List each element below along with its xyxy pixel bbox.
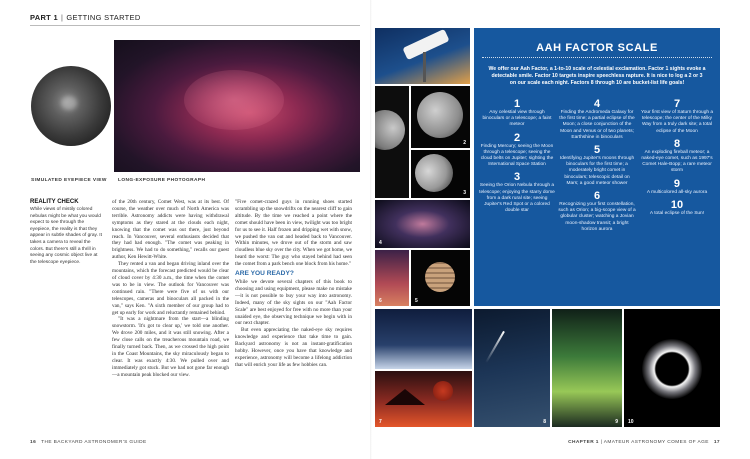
scale-item xyxy=(638,98,716,135)
eyepiece-view-photo xyxy=(28,40,112,172)
header-rule xyxy=(30,25,360,26)
nebula-long-exposure-photo xyxy=(114,40,360,172)
scale-grid xyxy=(478,98,716,236)
scale-number: 9 xyxy=(673,177,681,190)
telescope-tube xyxy=(402,29,449,60)
moon-crescent-photo xyxy=(375,86,409,198)
sidebar-heading: REALITY CHECK xyxy=(30,199,79,205)
chapter-title: AMATEUR ASTRONOMY COMES OF AGE xyxy=(603,440,709,445)
paragraph: "It was a nightmare from the start—a blinding snowstorm. 'It's got to clear up,' we told one another. We drove 200 miles, and it was still snowing. After a few close calls on the treacherous mountain road, we finally turned back. Then, as we crossed the high point in the Coast Mountains, the sky miraculously began to clear. It was exactly 4:30. We pulled over and immediately got stuck. But we had not gone far enough—a mountain peak blocked our view. xyxy=(112,316,229,378)
eclipse-corona xyxy=(642,339,702,399)
scale-text: Seeing the Orion Nebula through a telescope; enjoying the starry dome from a dark rural site; seeing Jupiter's Red Spot or a colored double star xyxy=(479,183,555,214)
page-spine xyxy=(370,0,372,459)
photo-caption: LONG-EXPOSURE PHOTOGRAPH xyxy=(118,178,206,183)
eyepiece-circle xyxy=(31,66,111,146)
lunar-eclipse-house-photo xyxy=(375,371,472,427)
scale-number: 4 xyxy=(593,98,601,110)
winter-city-photo xyxy=(375,309,472,369)
paragraph: "Five comet-crazed guys in running shoes started scrambling up the snowdrifts on the nearest cliff to gain altitude. By the time we reached a point where the comet should have been in view, twilight was too bright for us to see it. Half frozen and dripping wet with snow, we pushed the van out and headed back to Vancouver. Within minutes, we drove out of the storm and saw cloudless blue sky over the city. When we got home, we heard the worst: The guy who stayed behind had seen the comet from a park bench one block from his home." xyxy=(235,199,352,268)
body-column-1 xyxy=(112,199,229,379)
scale-number: 10 xyxy=(670,198,684,211)
scale-text: A total eclipse of the Sun! xyxy=(649,210,705,216)
section-label: GETTING STARTED xyxy=(66,13,141,22)
body-column-2 xyxy=(235,199,352,369)
panel-title: AAH FACTOR SCALE xyxy=(536,42,658,54)
tile-number: 10 xyxy=(628,419,634,425)
chapter-label: CHAPTER 1 xyxy=(568,440,599,445)
dotted-divider xyxy=(482,57,712,58)
scale-item xyxy=(558,190,636,233)
panel-intro: We offer our Aah Factor, a 1-to-10 scale of celestial exclamation. Factor 1 sights evoke a detectable smile. Factor 10 targets inspire speechless rapture. It is nice to log a 2 or 3 on our scale each night. Factors 8 through 10 are bucket-list life goals! xyxy=(488,66,706,86)
jupiter-photo xyxy=(411,250,470,306)
planet-shape xyxy=(425,262,455,292)
scale-number: 7 xyxy=(673,98,681,110)
moon-shape xyxy=(415,154,453,192)
scale-text: Finding the Andromeda Galaxy for the first time; a partial eclipse of the Moon; a close conjunction of the Moon and Venus or of two planets; Earthshine in binoculars xyxy=(559,110,635,140)
paragraph: of the 20th century, Comet West, was at its best. Of course, the weather over much of North America was terrible. Astronomy addicts were having withdrawal symptoms as they stared at the clouds each night, knowing that the comet was out there, just beyond reach. In Vancouver, several enthusiasts decided that they had had enough. "The comet was peaking in brightness. We had to do something," recalls our guest author, Ken Hewitt-White. xyxy=(112,199,229,261)
red-moon xyxy=(433,381,453,401)
scale-text: Identifying Jupiter's moons through binoculars for the first time; a moderately bright comet in binoculars; telescopic detail on Mars; a good meteor shower xyxy=(559,156,635,186)
header-separator: | xyxy=(60,13,64,22)
right-page-number: 17 xyxy=(713,440,720,445)
tile-number: 4 xyxy=(379,240,382,246)
tile-number: 5 xyxy=(415,298,418,304)
scale-number: 5 xyxy=(593,144,601,157)
sidebar-text: While views of mistily colored nebulas might be what you would expect to see through the eyepiece, the reality is that they appear in subtle shades of gray. It takes a camera to reveal the colors. But there's still a thrill in seeing any cosmic object live at the telescope eyepiece. xyxy=(30,207,102,265)
moon-photo-3 xyxy=(411,150,470,198)
running-header xyxy=(30,13,141,22)
right-footer: CHAPTER 1 | AMATEUR ASTRONOMY COMES OF AGE 17 xyxy=(568,440,720,445)
scale-item xyxy=(478,171,556,214)
tile-number: 6 xyxy=(379,298,382,304)
scale-number: 6 xyxy=(593,190,601,203)
scale-item xyxy=(558,98,636,141)
house-roof xyxy=(385,389,425,405)
scale-column-3 xyxy=(638,98,716,236)
paragraph: While we devote several chapters of this book to choosing and using equipment, please make no mistake—it is not possible to buy your way into astronomy. Indeed, many of the sky sights on our "Aah Factor Scale" are best enjoyed for free with no more than your unaided eye, the observing technique we begin with in our next chapter. xyxy=(235,278,352,327)
moon-photo-2 xyxy=(411,86,470,148)
aurora-photo xyxy=(552,309,622,427)
scale-number: 3 xyxy=(513,171,521,184)
left-page-number: 16 xyxy=(30,440,37,445)
book-title: THE BACKYARD ASTRONOMER'S GUIDE xyxy=(41,440,147,445)
aah-factor-panel xyxy=(474,28,720,306)
tile-number: 2 xyxy=(463,140,466,146)
tile-number: 8 xyxy=(543,419,546,425)
telescope-photo xyxy=(375,28,470,84)
scale-text: An exploding fireball meteor; a naked-eye comet, such as 1997's Comet Hale-Bopp; a rare meteor storm xyxy=(641,149,713,174)
part-label: PART 1 xyxy=(30,13,58,22)
scale-number: 2 xyxy=(513,131,521,144)
solar-eclipse-photo xyxy=(624,309,720,427)
scale-text: Your first view of Saturn through a telescope; the center of the Milky Way from a truly dark site; a total eclipse of the Moon xyxy=(640,110,714,134)
tile-number: 7 xyxy=(379,419,382,425)
scale-item xyxy=(650,199,704,217)
comet-photo xyxy=(474,309,550,427)
scale-column-2 xyxy=(558,98,636,236)
scale-item xyxy=(638,138,716,175)
scale-number: 1 xyxy=(513,98,521,110)
left-footer xyxy=(30,440,147,445)
scale-text: Any celestial view through binoculars or a telescope; a faint meteor xyxy=(482,110,552,128)
tripod-leg xyxy=(423,52,426,82)
comet-tail xyxy=(485,331,505,363)
scale-column-1 xyxy=(478,98,556,236)
scale-number: 8 xyxy=(673,137,681,150)
scale-text: A multicolored all-sky aurora xyxy=(646,189,708,195)
scale-item xyxy=(647,178,707,196)
moon-shape xyxy=(375,110,405,150)
moon-shape xyxy=(417,92,463,138)
scale-text: Recognizing your first constellation, such as Orion; a big-scope view of a globular cluster; watching a Jovian moon-shadow transit; a bright horizon aurora xyxy=(558,202,636,232)
tile-number: 3 xyxy=(463,190,466,196)
paragraph: They rented a van and began driving inland over the mountains, which the forecast predicted would be clear of cloud cover by 4:30 a.m., the time when the comet was to be in view. The outlook for Vancouver was continued rain. "There were five of us with our telescopes, cameras and binoculars all packed in the van," says Ken. "A sixth member of our group had to get up early for work and reluctantly remained behind. xyxy=(112,261,229,316)
scale-item xyxy=(558,144,636,187)
paragraph: But even appreciating the naked-eye sky requires knowledge and experience that take time to gain. Backyard astronomy is not an instant-gratification hobby. However, once you have that knowledge and experience, astronomy will become a lifelong addiction that will enrich your life as few hobbies can. xyxy=(235,327,352,368)
galaxy-photo xyxy=(375,200,470,248)
scale-text: Finding Mercury; seeing the Moon through a telescope; seeing the cloud belts on Jupiter; sighting the International Space Station xyxy=(480,143,554,168)
scale-item xyxy=(478,98,556,129)
tile-number: 9 xyxy=(615,419,618,425)
scale-item xyxy=(478,132,556,169)
eyepiece-caption: SIMULATED EYEPIECE VIEW xyxy=(31,178,107,183)
section-subhead: ARE YOU READY? xyxy=(235,270,294,278)
saturn-sky-photo xyxy=(375,250,409,306)
